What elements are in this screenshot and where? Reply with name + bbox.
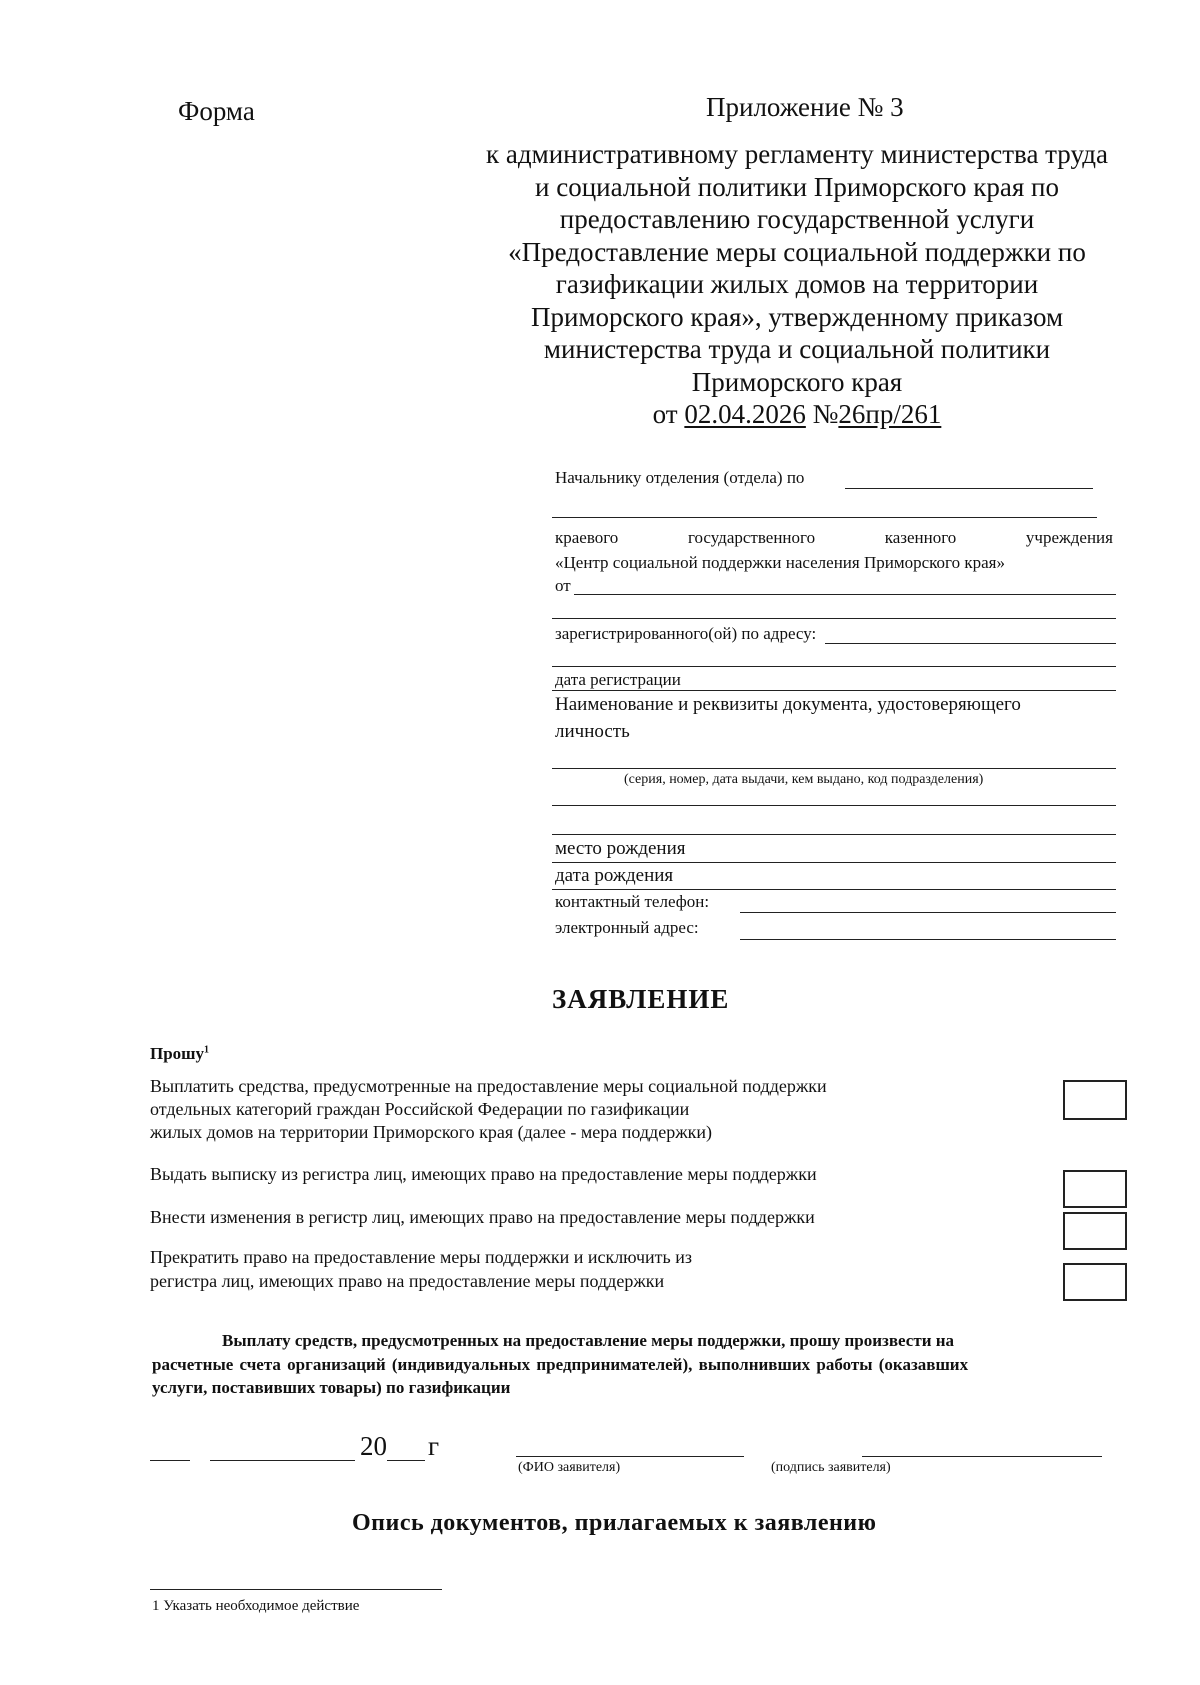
registration-date-label: дата регистрации bbox=[555, 670, 681, 689]
id-document-line-3 bbox=[552, 834, 1116, 835]
option-terminate-text bbox=[150, 1245, 692, 1293]
option-extract-text: Выдать выписку из регистра лиц, имеющих право на предоставление меры поддержки bbox=[150, 1164, 817, 1184]
registered-address-line bbox=[825, 643, 1116, 644]
appendix-line: к административному регламенту министерства труда bbox=[486, 139, 1108, 169]
inventory-title: Опись документов, прилагаемых к заявлению bbox=[352, 1510, 877, 1536]
institution-word: казенного bbox=[884, 528, 957, 547]
option-extract-checkbox[interactable] bbox=[1063, 1170, 1127, 1208]
request-label-text: Прошу bbox=[150, 1044, 205, 1063]
id-document-line bbox=[552, 768, 1116, 769]
year-prefix: 20 bbox=[360, 1431, 387, 1461]
birth-place-line bbox=[552, 862, 1116, 863]
email-field[interactable] bbox=[744, 916, 1112, 938]
registered-address-label: зарегистрированного(ой) по адресу: bbox=[555, 624, 817, 643]
birth-place-label: место рождения bbox=[555, 838, 686, 859]
option-line: отдельных категорий граждан Российской Федерации по газификации bbox=[150, 1099, 690, 1119]
id-document-label: Наименование и реквизиты документа, удостоверяющего bbox=[555, 694, 1021, 715]
registration-date-line bbox=[552, 690, 1116, 691]
option-line: Прекратить право на предоставление меры поддержки и исключить из bbox=[150, 1247, 692, 1267]
option-pay-text bbox=[150, 1075, 827, 1144]
applicant-name-line bbox=[574, 594, 1116, 595]
email-line bbox=[740, 939, 1116, 940]
order-prefix: от bbox=[652, 399, 678, 429]
birth-date-label: дата рождения bbox=[555, 865, 674, 886]
fio-field[interactable] bbox=[518, 1433, 742, 1455]
appendix-line: Приморского края», утвержденному приказом bbox=[530, 301, 1064, 332]
day-line bbox=[150, 1460, 190, 1461]
appendix-line: газификации жилых домов на территории bbox=[555, 269, 1039, 299]
id-document-field[interactable] bbox=[556, 745, 1112, 767]
payment-note-line-1: Выплату средств, предусмотренных на предоставление меры поддержки, прошу произвести на bbox=[222, 1331, 955, 1350]
from-label: от bbox=[555, 576, 571, 595]
statement-title: ЗАЯВЛЕНИЕ bbox=[552, 984, 730, 1014]
appendix-line: и социальной политики Приморского края по bbox=[535, 171, 1059, 202]
institution-word: учреждения bbox=[1025, 528, 1113, 547]
fio-caption: (ФИО заявителя) bbox=[518, 1460, 621, 1475]
order-number-sign: № bbox=[812, 399, 839, 429]
id-document-hint: (серия, номер, дата выдачи, кем выдано, код подразделения) bbox=[624, 772, 984, 787]
footnote-text: 1 Указать необходимое действие bbox=[152, 1598, 360, 1614]
appendix-number: Приложение № 3 bbox=[706, 92, 904, 122]
year-line bbox=[387, 1460, 425, 1461]
option-line: регистра лиц, имеющих право на предоставление меры поддержки bbox=[150, 1271, 665, 1291]
fio-line bbox=[516, 1456, 744, 1457]
applicant-name-field[interactable] bbox=[578, 572, 1113, 594]
id-document-line-2 bbox=[552, 805, 1116, 806]
request-label bbox=[150, 1044, 209, 1064]
department-field[interactable] bbox=[848, 465, 1090, 487]
institution-line-1 bbox=[555, 528, 1113, 548]
phone-line bbox=[740, 912, 1116, 913]
order-date: 02.04.2026 bbox=[684, 399, 806, 429]
department-line bbox=[845, 488, 1093, 489]
signature-line bbox=[862, 1456, 1102, 1457]
id-document-label-continuation: личность bbox=[555, 721, 630, 742]
appendix-description bbox=[438, 138, 1156, 431]
year-suffix: г bbox=[428, 1431, 440, 1461]
institution-word: краевого bbox=[555, 528, 619, 547]
birth-date-field[interactable] bbox=[712, 866, 1112, 888]
head-of-department-label: Начальнику отделения (отдела) по bbox=[555, 468, 805, 487]
birth-place-field[interactable] bbox=[712, 839, 1112, 861]
department-continuation-line bbox=[552, 517, 1097, 518]
appendix-line: Приморского края bbox=[691, 366, 903, 397]
order-reference bbox=[438, 398, 1156, 431]
option-terminate-checkbox[interactable] bbox=[1063, 1263, 1127, 1301]
registered-address-field[interactable] bbox=[828, 621, 1113, 643]
form-label: Форма bbox=[178, 96, 255, 126]
footnote-mark: 1 bbox=[204, 1044, 210, 1056]
applicant-name-continuation-line bbox=[552, 618, 1116, 619]
registration-date-field[interactable] bbox=[712, 667, 1112, 689]
payment-note-line-3: услуги, поставивших товары) по газификации bbox=[152, 1378, 511, 1397]
phone-field[interactable] bbox=[744, 889, 1112, 911]
month-line bbox=[210, 1460, 355, 1461]
option-change-checkbox[interactable] bbox=[1063, 1212, 1127, 1250]
signature-caption: (подпись заявителя) bbox=[771, 1460, 891, 1475]
appendix-line: «Предоставление меры социальной поддержки по bbox=[508, 236, 1086, 267]
institution-word: государственного bbox=[687, 528, 816, 547]
footnote-separator bbox=[150, 1589, 442, 1590]
appendix-line: предоставлению государственной услуги bbox=[559, 204, 1035, 234]
payment-note-line-2: расчетные счета организаций (индивидуальных предпринимателей), выполнивших работы (оказавших bbox=[152, 1355, 969, 1374]
option-line: Выплатить средства, предусмотренные на предоставление меры социальной поддержки bbox=[150, 1076, 827, 1096]
option-line: жилых домов на территории Приморского края (далее - мера поддержки) bbox=[150, 1122, 712, 1142]
phone-label: контактный телефон: bbox=[555, 892, 710, 911]
order-number: 26пр/261 bbox=[838, 399, 942, 429]
institution-line-2: «Центр социальной поддержки населения Приморского края» bbox=[555, 553, 1005, 572]
email-label: электронный адрес: bbox=[555, 918, 699, 937]
option-change-text: Внести изменения в регистр лиц, имеющих право на предоставление меры поддержки bbox=[150, 1207, 815, 1227]
option-pay-checkbox[interactable] bbox=[1063, 1080, 1127, 1120]
appendix-line: министерства труда и социальной политики bbox=[543, 334, 1051, 364]
